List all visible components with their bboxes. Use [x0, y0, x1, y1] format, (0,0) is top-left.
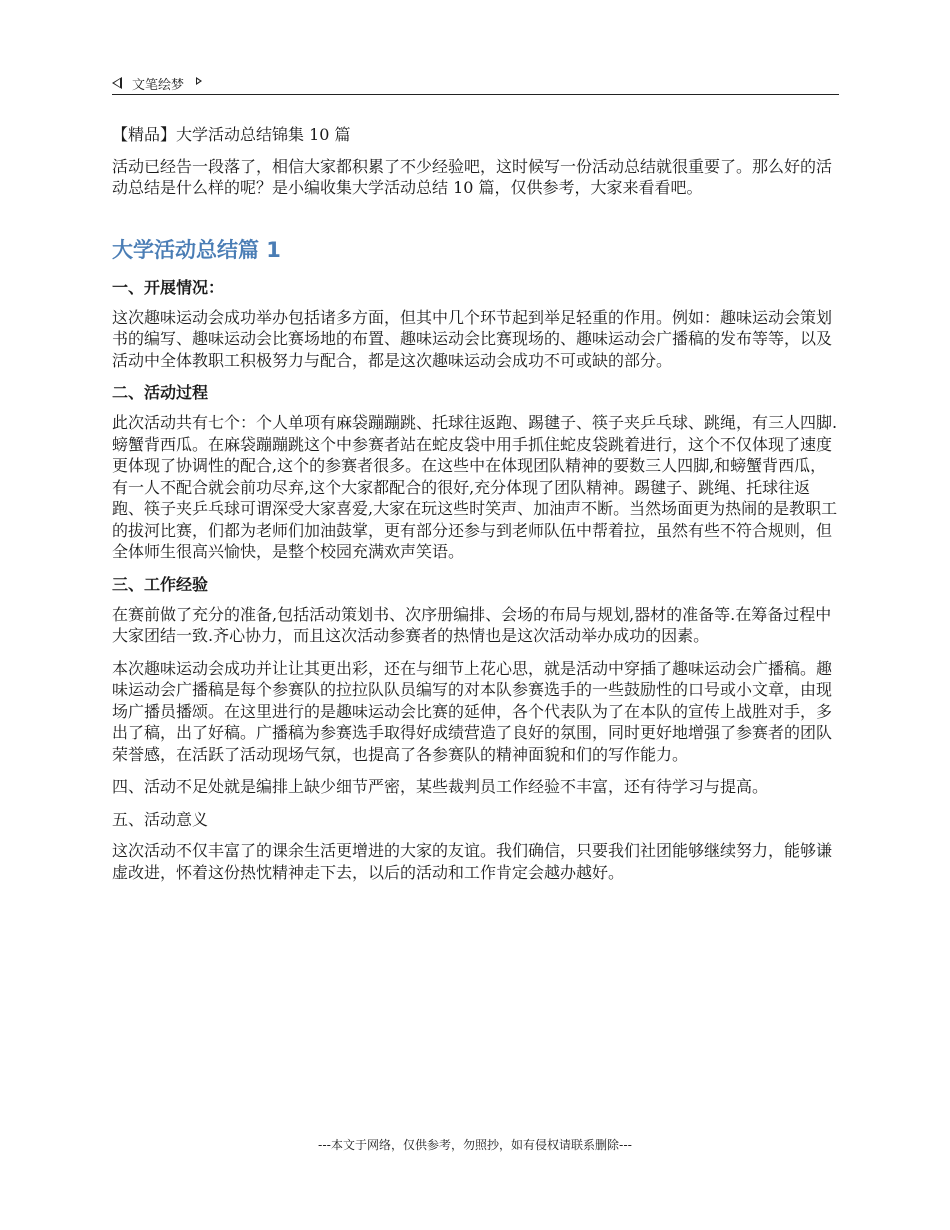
section-heading: 大学活动总结篇 1	[112, 237, 281, 262]
subheading-situation: 一、开展情况：	[112, 277, 225, 297]
page-header	[112, 72, 839, 95]
paragraph-situation: 这次趣味运动会成功举办包括诸多方面，但其中几个环节起到举足轻重的作用。例如：趣味运动会策划书的编写、趣味运动会比赛场地的布置、趣味运动会比赛现场的、趣味运动会广播稿的发布等等，以及活动中全体教职工积极努力与配合，都是这次趣味运动会成功不可或缺的部分。	[112, 307, 833, 370]
paragraph-shortcomings: 四、活动不足处就是编排上缺少细节严密，某些裁判员工作经验不丰富，还有待学习与提高。	[112, 777, 769, 796]
intro-paragraph: 活动已经告一段落了，相信大家都积累了不少经验吧，这时候写一份活动总结就很重要了。那么好的活动总结是什么样的呢？是小编收集大学活动总结 10 篇，仅供参考，大家来看看吧。	[112, 156, 833, 197]
header-brand: 文笔绘梦	[132, 77, 185, 93]
document-title: 【精品】大学活动总结锦集 10 篇	[112, 125, 351, 144]
subheading-significance: 五、活动意义	[112, 809, 209, 829]
page-footer: ---本文于网络，仅供参考，勿照抄，如有侵权请联系删除---	[318, 1138, 632, 1152]
document-body	[112, 124, 839, 894]
subheading-process: 二、活动过程	[112, 383, 209, 402]
paragraph-experience-1: 在赛前做了充分的准备,包括活动策划书、次序册编排、会场的布局与规划,器材的准备等.在筹备过程中大家团结一致.齐心协力，而且这次活动参赛者的热情也是这次活动举办成功的因素。	[112, 604, 832, 645]
paragraph-process: 此次活动共有七个：个人单项有麻袋蹦蹦跳、托球往返跑、踢毽子、筷子夹乒乓球、跳绳，有三人四脚.螃蟹背西瓜。在麻袋蹦蹦跳这个中参赛者站在蛇皮袋中用手抓住蛇皮袋跳着进行，这个不仅体现了速度更体现了协调性的配合,这个的参赛者很多。在这些中在体现团队精神的要数三人四脚,和螃蟹背西瓜，有一人不配合就会前功尽弃,这个大家都配合的很好,充分体现了团队精神。踢毽子、跳绳、托球往返跑、筷子夹乒乓球可谓深受大家喜爱,大家在玩这些时笑声、加油声不断。当然场面更为热闹的是教职工的拔河比赛，们都为老师们加油鼓掌，更有部分还参与到老师队伍中帮着拉，虽然有些不符合规则，但全体师生很高兴愉快，是整个校园充满欢声笑语。	[112, 413, 838, 561]
paragraph-significance: 这次活动不仅丰富了的课余生活更增进的大家的友谊。我们确信，只要我们社团能够继续努力，能够谦虚改进，怀着这份热忱精神走下去，以后的活动和工作肯定会越办越好。	[112, 841, 833, 882]
paragraph-experience-2: 本次趣味运动会成功并让让其更出彩，还在与细节上花心思，就是活动中穿插了趣味运动会广播稿。趣味运动会广播稿是每个参赛队的拉拉队队员编写的对本队参赛选手的一些鼓励性的口号或小文章，由现场广播员播颂。在这里进行的是趣味运动会比赛的延伸，各个代表队为了在本队的宣传上战胜对手，多出了稿，出了好稿。广播稿为参赛选手取得好成绩营造了良好的氛围，同时更好地增强了参赛者的团队荣誉感，在活跃了活动现场气氛，也提高了各参赛队的精神面貌和们的写作能力。	[112, 658, 833, 764]
subheading-experience: 三、工作经验	[112, 574, 209, 594]
triangle-left-icon	[112, 77, 122, 89]
triangle-right-icon	[196, 77, 202, 85]
